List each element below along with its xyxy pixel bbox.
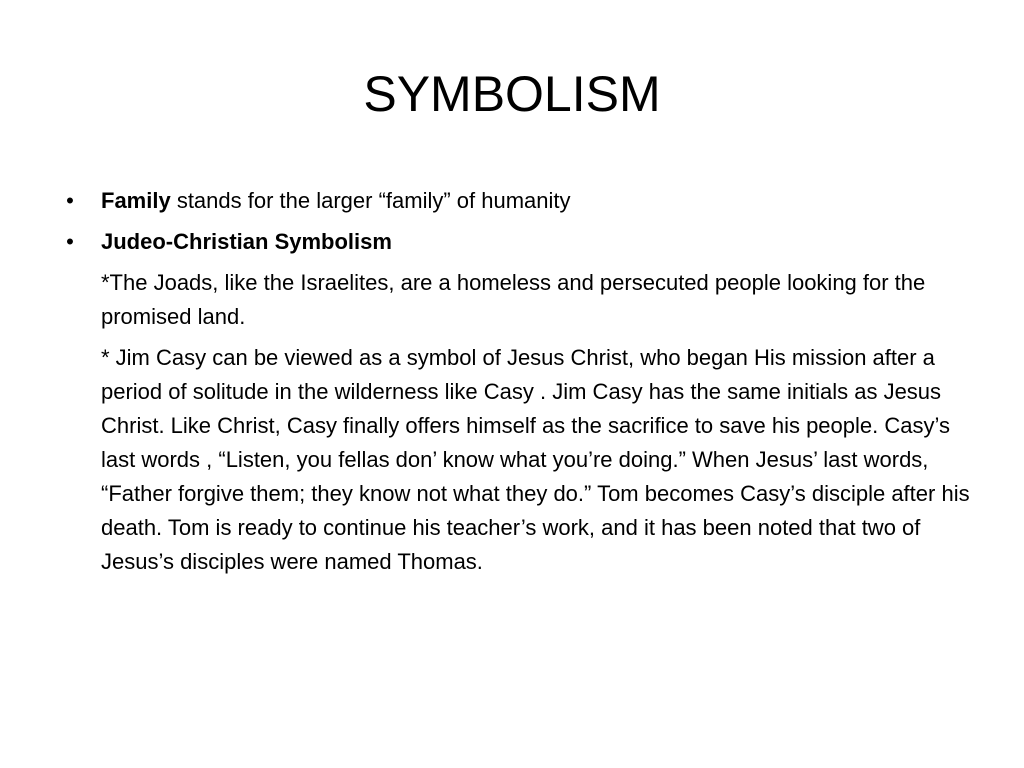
bullet-dot: • bbox=[66, 229, 74, 254]
paragraph-jim-casy: * Jim Casy can be viewed as a symbol of Jesus Christ, who began His mission after a period of solitude in the wilderness like Casy . Jim Casy has the same initials as Jesus Christ. Like Christ, Casy finally offers himself as the sacrifice to save his people. Casy’s last words , “Listen, you fellas don’ know what you’re doing.” When Jesus’ last words, “Father forgive them; they know not what they do.” Tom becomes Casy’s disciple after his death. Tom is ready to continue his teacher’s work, and it has been noted that two of Jesus’s disciples were named Thomas. bbox=[101, 345, 970, 574]
bullet-bold-text: Family bbox=[101, 188, 171, 213]
bullet-dot: • bbox=[66, 188, 74, 213]
bullet-bold-text: Judeo-Christian Symbolism bbox=[101, 229, 392, 254]
bullet-item-family bbox=[60, 184, 970, 218]
slide-title: SYMBOLISM bbox=[363, 66, 661, 122]
bullet-item-judeo-christian bbox=[60, 225, 970, 259]
bullet-text: stands for the larger “family” of humanity bbox=[170, 188, 571, 213]
paragraph-joads: *The Joads, like the Israelites, are a homeless and persecuted people looking for the promised land. bbox=[101, 270, 926, 329]
slide-body bbox=[60, 184, 970, 586]
